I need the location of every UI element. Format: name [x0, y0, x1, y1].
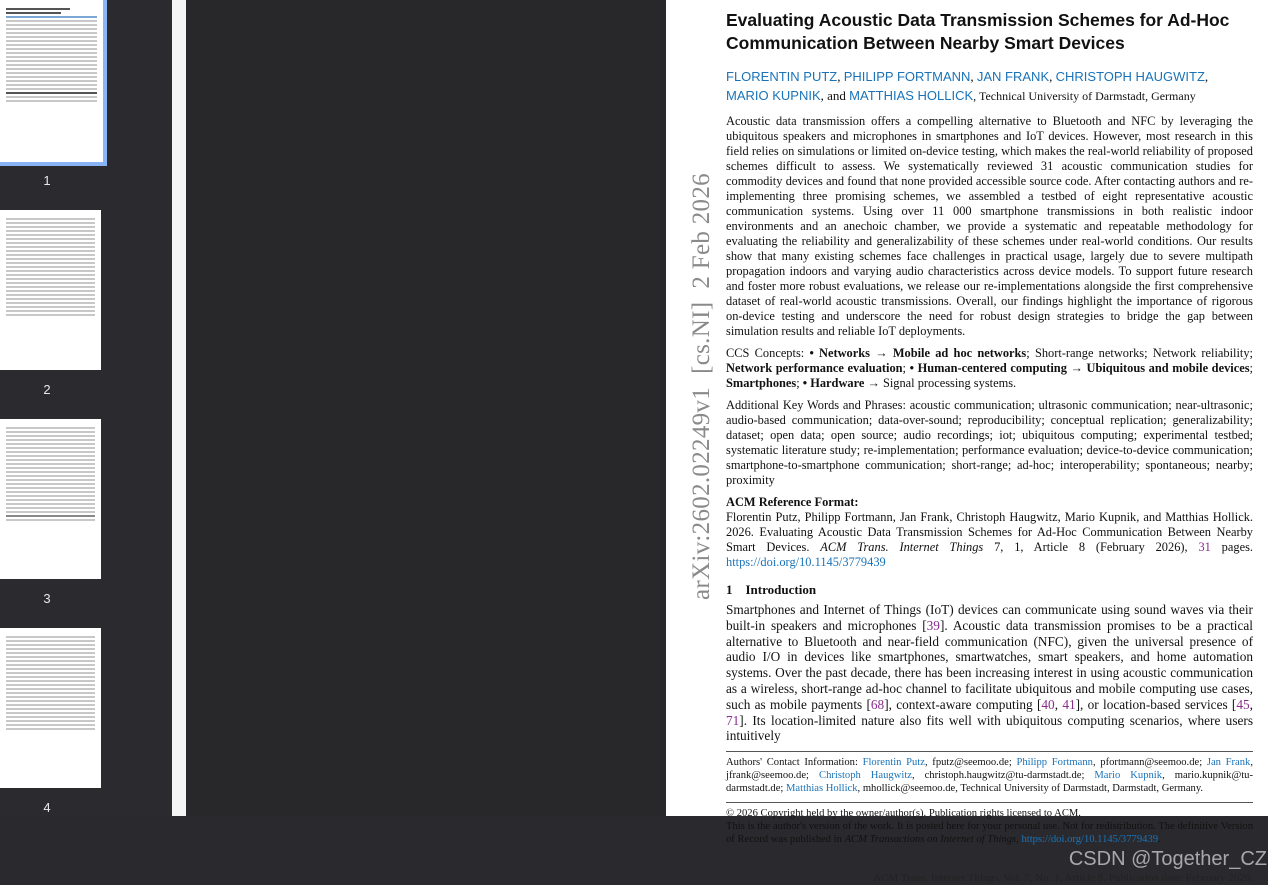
ccs-concepts — [726, 346, 1253, 391]
author-link[interactable]: PHILIPP FORTMANN — [843, 69, 971, 84]
abstract: Acoustic data transmission offers a compelling alternative to Bluetooth and NFC by leveraging the ubiquitous speakers and microphones in smartphones and IoT devices. However, most research in this field relies on simulations or limited on-device testing, which makes the real-world reliability of proposed schemes difficult to assess. We systematically reviewed 31 acoustic communication studies for commodity devices and found that none provided accessible source code. After contacting authors and re-implementing three promising schemes, we assembled a testbed of eight representative acoustic communication systems. Using over 11 000 smartphone transmissions in both realistic indoor environments and an anechoic chamber, we provide a systematic and repeatable methodology for evaluating the reliability and generalizability of these schemes under real-world conditions. Our results show that many existing schemes face challenges in practical usage, largely due to severe multipath propagation indoors and varying audio characteristics across device models. To support future research and foster more robust evaluations, we release our re-implementations alongside the first comprehensive dataset of real-world acoustic transmissions. Overall, our findings highlight the importance of rigorous on-device testing and underscore the need for robust design strategies to bridge the gap between simulation results and reliable IoT deployments. — [726, 114, 1253, 338]
thumbnail-sidebar — [0, 0, 172, 816]
author-link[interactable]: JAN FRANK — [976, 69, 1050, 84]
acm-reference — [726, 495, 1253, 570]
reference-text: Florentin Putz, Philipp Fortmann, Jan Frank, Christoph Haugwitz, Mario Kupnik, and Matthias Hollick. 2026. Evaluating Acoustic Data Transmission Schemes for Ad-Hoc Communication Between Nearby Smart Devices. — [726, 510, 1253, 554]
watermark: CSDN @Together_CZ — [1068, 848, 1267, 871]
author-link[interactable]: Florentin Putz — [862, 757, 925, 769]
citation-link[interactable]: 71 — [726, 712, 740, 728]
author-link[interactable]: Christoph Haugwitz — [819, 770, 912, 782]
ccs-text: → Signal processing systems. — [864, 376, 1017, 390]
reference-details: 7, 1, Article 8 (February 2026), — [983, 540, 1199, 554]
citation-link[interactable]: 41 — [1062, 696, 1076, 712]
copyright-note: © 2026 Copyright held by the owner/author(s). Publication rights licensed to ACM. — [726, 808, 1081, 820]
page-thumbnail-1[interactable] — [0, 0, 103, 162]
page-thumbnail-3[interactable] — [0, 419, 101, 579]
doi-link[interactable]: https://doi.org/10.1145/3779439 — [726, 555, 886, 569]
page-number-label: 3 — [43, 591, 51, 606]
pdf-page — [666, 0, 1268, 885]
citation-link[interactable]: 40 — [1041, 696, 1055, 712]
footnote-rule — [726, 751, 1253, 752]
ccs-term: • Human-centered computing → Ubiquitous and mobile devices — [909, 361, 1250, 375]
author-link[interactable]: CHRISTOPH HAUGWITZ — [1055, 69, 1205, 84]
citation-link[interactable]: 68 — [870, 696, 885, 712]
page-thumbnail-4[interactable] — [0, 628, 101, 788]
section-heading: 1 Introduction — [726, 582, 817, 597]
and-text: , and — [820, 88, 850, 103]
author-link[interactable]: MARIO KUPNIK — [726, 88, 821, 103]
keywords: Additional Key Words and Phrases: acoustic communication; ultrasonic communication; near-ultrasonic; audio-based communication; data-over-sound; reproducibility; conceptual replication; generalizability; dataset; open data; open source; audio recordings; iot; ubiquitous computing; experimental testbed; systematic literature study; re-implementation; performance evaluation; device-to-device communication; smartphone-to-smartphone communication; short-range; ad-hoc; interoperability; spontaneous; nearby; proximity — [726, 398, 1253, 487]
page-number-label: 1 — [43, 173, 51, 188]
footnote-rule — [726, 802, 1253, 803]
author-list: FLORENTIN PUTZ, PHILIPP FORTMANN, JAN FRANK, CHRISTOPH HAUGWITZ, MARIO KUPNIK, and MATTHIAS HOLLICK, Technical University of Darmstadt, Germany — [726, 69, 1209, 103]
author-link[interactable]: MATTHIAS HOLLICK — [849, 88, 974, 103]
author-link[interactable]: Mario Kupnik — [1094, 770, 1163, 782]
ccs-term: • Hardware — [802, 376, 865, 390]
citation-link[interactable]: 39 — [926, 617, 940, 633]
doi-link[interactable]: https://doi.org/10.1145/3779439 — [1021, 834, 1159, 846]
author-link[interactable]: Philipp Fortmann — [1016, 757, 1093, 769]
ccs-term: Smartphones — [726, 376, 797, 390]
arxiv-stamp: arXiv:2602.02249v1 [cs.NI] 2 Feb 2026 — [688, 173, 715, 600]
reference-heading: ACM Reference Format: — [726, 495, 859, 509]
citation-link[interactable]: 45 — [1236, 696, 1250, 712]
contact-info: Authors' Contact Information: Florentin Putz, fputz@seemoo.de; Philipp Fortmann, pfortmann@seemoo.de; Jan Frank, jfrank@seemoo.de; Christoph Haugwitz, christoph.haugwitz@tu-darmstadt.de; Mario Kupnik, mario.kupnik@tu-darmstadt.de; Matthias Hollick, mhollick@seemoo.de, Technical University of Darmstadt, Darmstadt, Germany. — [726, 757, 1254, 795]
ccs-text: ; Short-range networks; Network reliability; — [1026, 346, 1253, 360]
ccs-text: ; — [902, 361, 910, 375]
affiliation: , Technical University of Darmstadt, Germany — [973, 89, 1196, 103]
reference-text: pages. — [1210, 540, 1253, 554]
paper-title: Evaluating Acoustic Data Transmission Schemes for Ad-Hoc Communication Between Nearby Smart Devices — [726, 10, 1230, 53]
ccs-text: ; — [796, 376, 803, 390]
page-number-label: 2 — [43, 382, 51, 397]
page-content — [726, 9, 1267, 885]
sidebar-scrollbar[interactable] — [172, 0, 186, 816]
version-note: This is the author's version of the work. It is posted here for your personal use. Not for redistribution. The definitive Version of Record was published in ACM Transactions on Internet of Things, https://doi.org/10.1145/3779439. — [726, 821, 1253, 846]
document-viewer-background — [186, 0, 666, 816]
introduction-text: Smartphones and Internet of Things (IoT) devices can communicate using sound waves via their built-in speakers and microphones [39]. Acoustic data transmission promises to be a practical alternative to Bluetooth and near-field communication (NFC), given the universal presence of audio I/O in devices like smartphones, smartwatches, smart speakers, and home automation systems. Over the past decade, there has been increasing interest in using acoustic communication as a wireless, short-range ad-hoc channel to facilitate ubiquitous and mobile computing use cases, such as mobile payments [68], context-aware computing [40, 41], or location-based services [45, 71]. Its location-limited nature also fits well with ubiquitous computing scenarios, where users intuitively — [726, 602, 1253, 744]
ccs-label: CCS Concepts: — [726, 346, 810, 360]
running-footer: ACM Trans. Internet Things, Vol. 7, No. 1, Article 8. Publication date: February 2026. — [873, 872, 1253, 885]
reference-journal: ACM Trans. Internet Things — [820, 540, 984, 554]
ccs-term: • Networks → Mobile ad hoc networks — [809, 346, 1027, 360]
pages-link[interactable]: 31 — [1198, 540, 1211, 554]
page-thumbnail-2[interactable] — [0, 210, 101, 370]
ccs-term: Network performance evaluation — [726, 361, 903, 375]
author-link[interactable]: Jan Frank — [1206, 757, 1251, 769]
author-link[interactable]: Matthias Hollick — [786, 783, 858, 795]
ccs-text: ; — [1249, 361, 1253, 375]
author-link[interactable]: FLORENTIN PUTZ — [726, 69, 838, 84]
page-number-label: 4 — [43, 800, 51, 815]
